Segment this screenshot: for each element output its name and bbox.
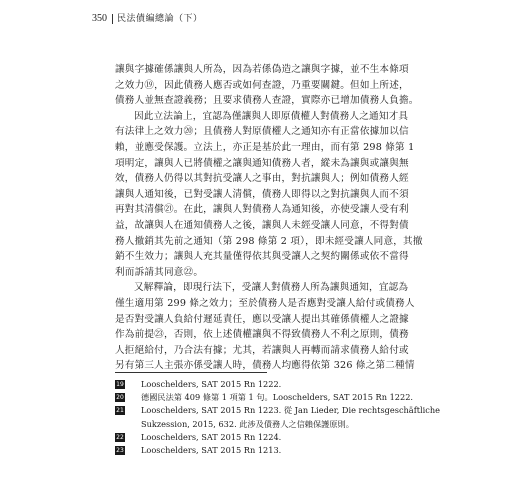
page-header <box>0 12 520 32</box>
paragraph-line: 作為前提㉓，否則，依上述債權讓與不得致債務人不利之原則，債務 <box>115 329 409 341</box>
paragraph-line: 項明定，讓與人已將債權之讓與通知債務人者，縱未為讓與或讓與無 <box>115 157 409 169</box>
paragraph-line: 之效力⑲，因此債務人應否或如何查證，乃重要關鍵。但如上所述， <box>115 79 409 91</box>
paragraph-line: 效，債務人仍得以其對抗受讓人之事由，對抗讓與人；例如債務人經 <box>115 173 409 185</box>
paragraph-line: 務人撤銷其先前之通知（第 298 條第 2 項），即未經受讓人同意，其撤 <box>115 235 423 247</box>
footnote-text: Looschelders, SAT 2015 Rn 1223. 從 Jan Lieder, Die rechtsgeschäftliche <box>141 405 440 416</box>
paragraph-line: 利而訴請其同意㉒。 <box>115 266 204 278</box>
paragraph <box>115 109 440 281</box>
paragraph-line: 有法律上之效力⑳；且債務人對原債權人之通知亦有正當依據加以信 <box>115 126 409 138</box>
page-number: 350 <box>92 13 107 24</box>
paragraph-line: 因此立法論上，宜認為僅讓與人即原債權人對債務人之通知才具 <box>134 110 409 122</box>
footnote-marker: 23 <box>116 447 124 455</box>
footnote-text: Looschelders, SAT 2015 Rn 1222. <box>141 379 282 389</box>
paragraph-line: 又解釋論，即現行法下，受讓人對債務人所為讓與通知，宜認為 <box>134 282 409 294</box>
footnote <box>115 404 440 430</box>
paragraph-line: 僅生適用第 299 條之效力；至於債務人是否應對受讓人給付或債務人 <box>115 297 415 309</box>
paragraph-line: 另有第三人主張亦係受讓人時，債務人均應得依第 326 條之第二種情 <box>115 360 415 372</box>
footnote-separator <box>115 372 267 373</box>
footnote <box>115 378 440 391</box>
paragraph-line: 賴，並應受保護。立法上，亦正是基於此一理由，而有第 298 條第 1 <box>115 141 415 153</box>
paragraph <box>115 62 440 109</box>
footnote-marker: 20 <box>116 394 124 402</box>
footnote-text: Sukzession, 2015, 632. 此涉及債務人之信賴保護原則。 <box>141 418 354 429</box>
paragraph-line: 是否對受讓人負給付遲延責任，應以受讓人提出其確係債權人之證據 <box>115 313 409 325</box>
footnote-text: 德國民法第 409 條第 1 項第 1 句。Looschelders, SAT 2015 Rn 1222. <box>141 392 414 403</box>
footnote-text: Looschelders, SAT 2015 Rn 1213. <box>141 445 282 456</box>
paragraph-line: 債務人並無查證義務；且要求債務人查證，實際亦已增加債務人負擔。 <box>115 95 419 107</box>
paragraph-line: 人拒絕給付，乃合法有據；尤其，若讓與人再轉而請求債務人給付或 <box>115 344 409 356</box>
footnote-marker: 22 <box>116 433 124 441</box>
paragraph-line: 再對其清償㉑。在此，讓與人對債務人為通知後，亦使受讓人受有利 <box>115 204 409 216</box>
running-title: 民法債編總論（下） <box>117 14 203 24</box>
paragraph-line: 讓與人通知後，已對受讓人清償，債務人即得以之對抗讓與人而不須 <box>115 188 409 200</box>
paragraph-line: 銷不生效力；讓與人充其量僅得依其與受讓人之契約關係或依不當得 <box>115 251 409 263</box>
footnote <box>115 444 440 457</box>
paragraph <box>115 280 440 374</box>
paragraph-line: 益，故讓與人在通知債務人之後，讓與人未經受讓人同意，不得對債 <box>115 219 409 231</box>
header-divider <box>112 14 113 24</box>
paragraph-line: 讓與字據確係讓與人所為，因為若係偽造之讓與字據，並不生本條項 <box>115 64 409 75</box>
footnote-marker: 19 <box>116 381 124 388</box>
footnote-marker: 21 <box>116 407 124 415</box>
footnotes <box>115 378 440 457</box>
footnote <box>115 431 440 444</box>
footnote-text: Looschelders, SAT 2015 Rn 1224. <box>141 431 282 442</box>
body-text <box>115 62 440 374</box>
footnote <box>115 391 440 404</box>
